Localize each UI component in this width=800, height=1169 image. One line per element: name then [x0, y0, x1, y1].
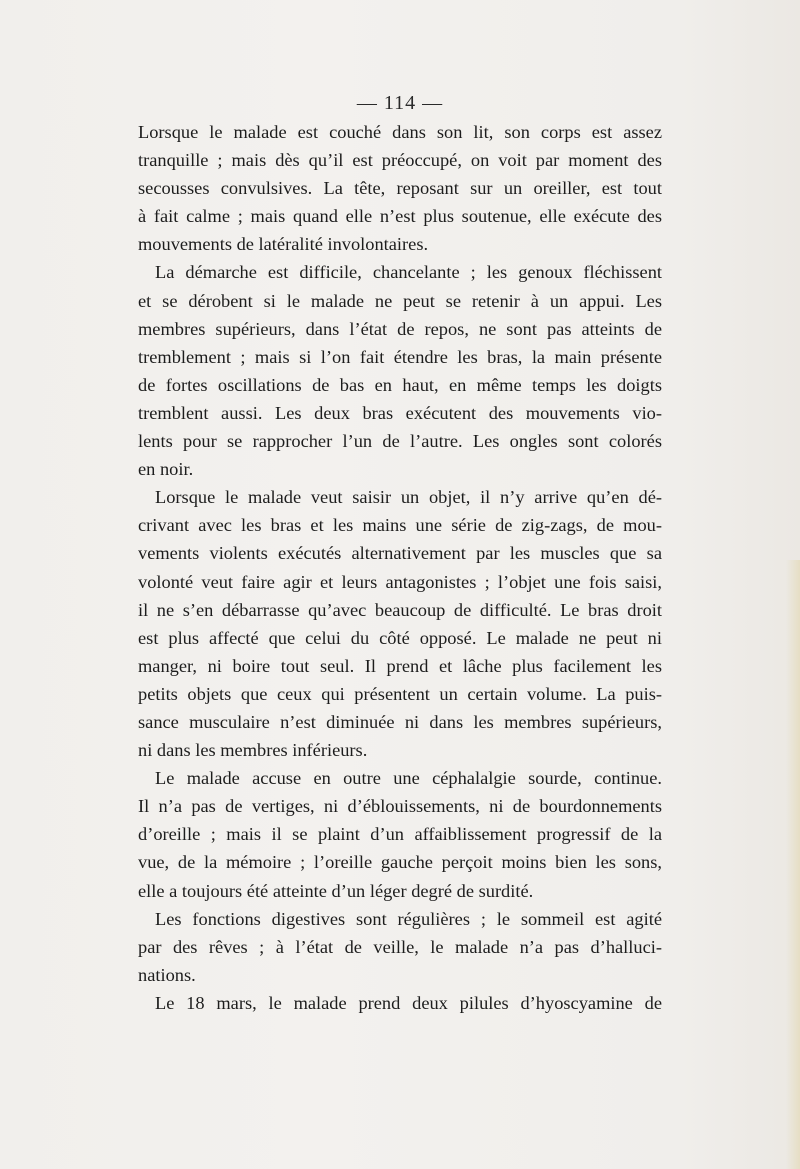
text-line: à fait calme ; mais quand elle n’est plus soutenue, elle exécute des: [138, 206, 662, 227]
paragraph-3: [138, 483, 662, 764]
text-line: membres supérieurs, dans l’état de repos, ne sont pas atteints de: [138, 318, 662, 339]
text-line: petits objets que ceux qui présentent un certain volume. La puis-: [138, 683, 662, 704]
text-line: elle a toujours été atteinte d’un léger degré de surdité.: [138, 880, 534, 901]
text-line: en noir.: [138, 459, 194, 480]
text-line: de fortes oscillations de bas en haut, en même temps les doigts: [138, 374, 662, 395]
text-line: nations.: [138, 964, 196, 985]
text-line: Il n’a pas de vertiges, ni d’éblouissements, ni de bourdonnements: [138, 796, 662, 817]
page-edge-stain: [786, 560, 800, 1169]
text-line: Les fonctions digestives sont régulières ; le sommeil est agité: [155, 908, 662, 929]
text-line: d’oreille ; mais il se plaint d’un affaiblissement progressif de la: [138, 824, 662, 845]
text-line: est plus affecté que celui du côté opposé. Le malade ne peut ni: [138, 627, 662, 648]
text-line: secousses convulsives. La tête, reposant sur un oreiller, est tout: [138, 178, 662, 199]
text-line: lents pour se rapprocher l’un de l’autre. Les ongles sont colorés: [138, 431, 662, 452]
paragraph-4: [138, 764, 662, 904]
text-line: Le 18 mars, le malade prend deux pilules d’hyoscyamine de: [155, 992, 662, 1013]
text-line: manger, ni boire tout seul. Il prend et lâche plus facilement les: [138, 655, 662, 676]
text-line: sance musculaire n’est diminuée ni dans les membres supérieurs,: [138, 711, 662, 732]
text-line: La démarche est difficile, chancelante ; les genoux fléchissent: [155, 262, 662, 283]
text-line: vements violents exécutés alternativement par les muscles que sa: [138, 543, 662, 564]
text-line: vue, de la mémoire ; l’oreille gauche perçoit moins bien les sons,: [138, 852, 662, 873]
text-line: tremblent aussi. Les deux bras exécutent des mouvements vio-: [138, 402, 662, 423]
text-line: Le malade accuse en outre une céphalalgie sourde, continue.: [155, 768, 662, 789]
text-line: crivant avec les bras et les mains une série de zig-zags, de mou-: [138, 515, 662, 536]
text-line: volonté veut faire agir et leurs antagonistes ; l’objet une fois saisi,: [138, 571, 662, 592]
text-line: il ne s’en débarrasse qu’avec beaucoup de difficulté. Le bras droit: [138, 599, 662, 620]
paragraph-1: [138, 118, 662, 258]
paragraph-6: [138, 989, 662, 1017]
text-line: par des rêves ; à l’état de veille, le malade n’a pas d’halluci-: [138, 936, 662, 957]
paragraph-5: [138, 905, 662, 989]
paragraph-2: [138, 258, 662, 483]
text-line: mouvements de latéralité involontaires.: [138, 234, 429, 255]
text-line: Lorsque le malade veut saisir un objet, il n’y arrive qu’en dé-: [155, 487, 662, 508]
text-line: ni dans les membres inférieurs.: [138, 740, 368, 761]
page-body: [138, 118, 662, 1017]
text-line: Lorsque le malade est couché dans son lit, son corps est assez: [138, 122, 662, 142]
text-line: tremblement ; mais si l’on fait étendre les bras, la main présente: [138, 346, 662, 367]
text-line: et se dérobent si le malade ne peut se retenir à un appui. Les: [138, 290, 662, 311]
text-line: tranquille ; mais dès qu’il est préoccupé, on voit par moment des: [138, 150, 662, 171]
page-number: — 114 —: [356, 92, 444, 114]
